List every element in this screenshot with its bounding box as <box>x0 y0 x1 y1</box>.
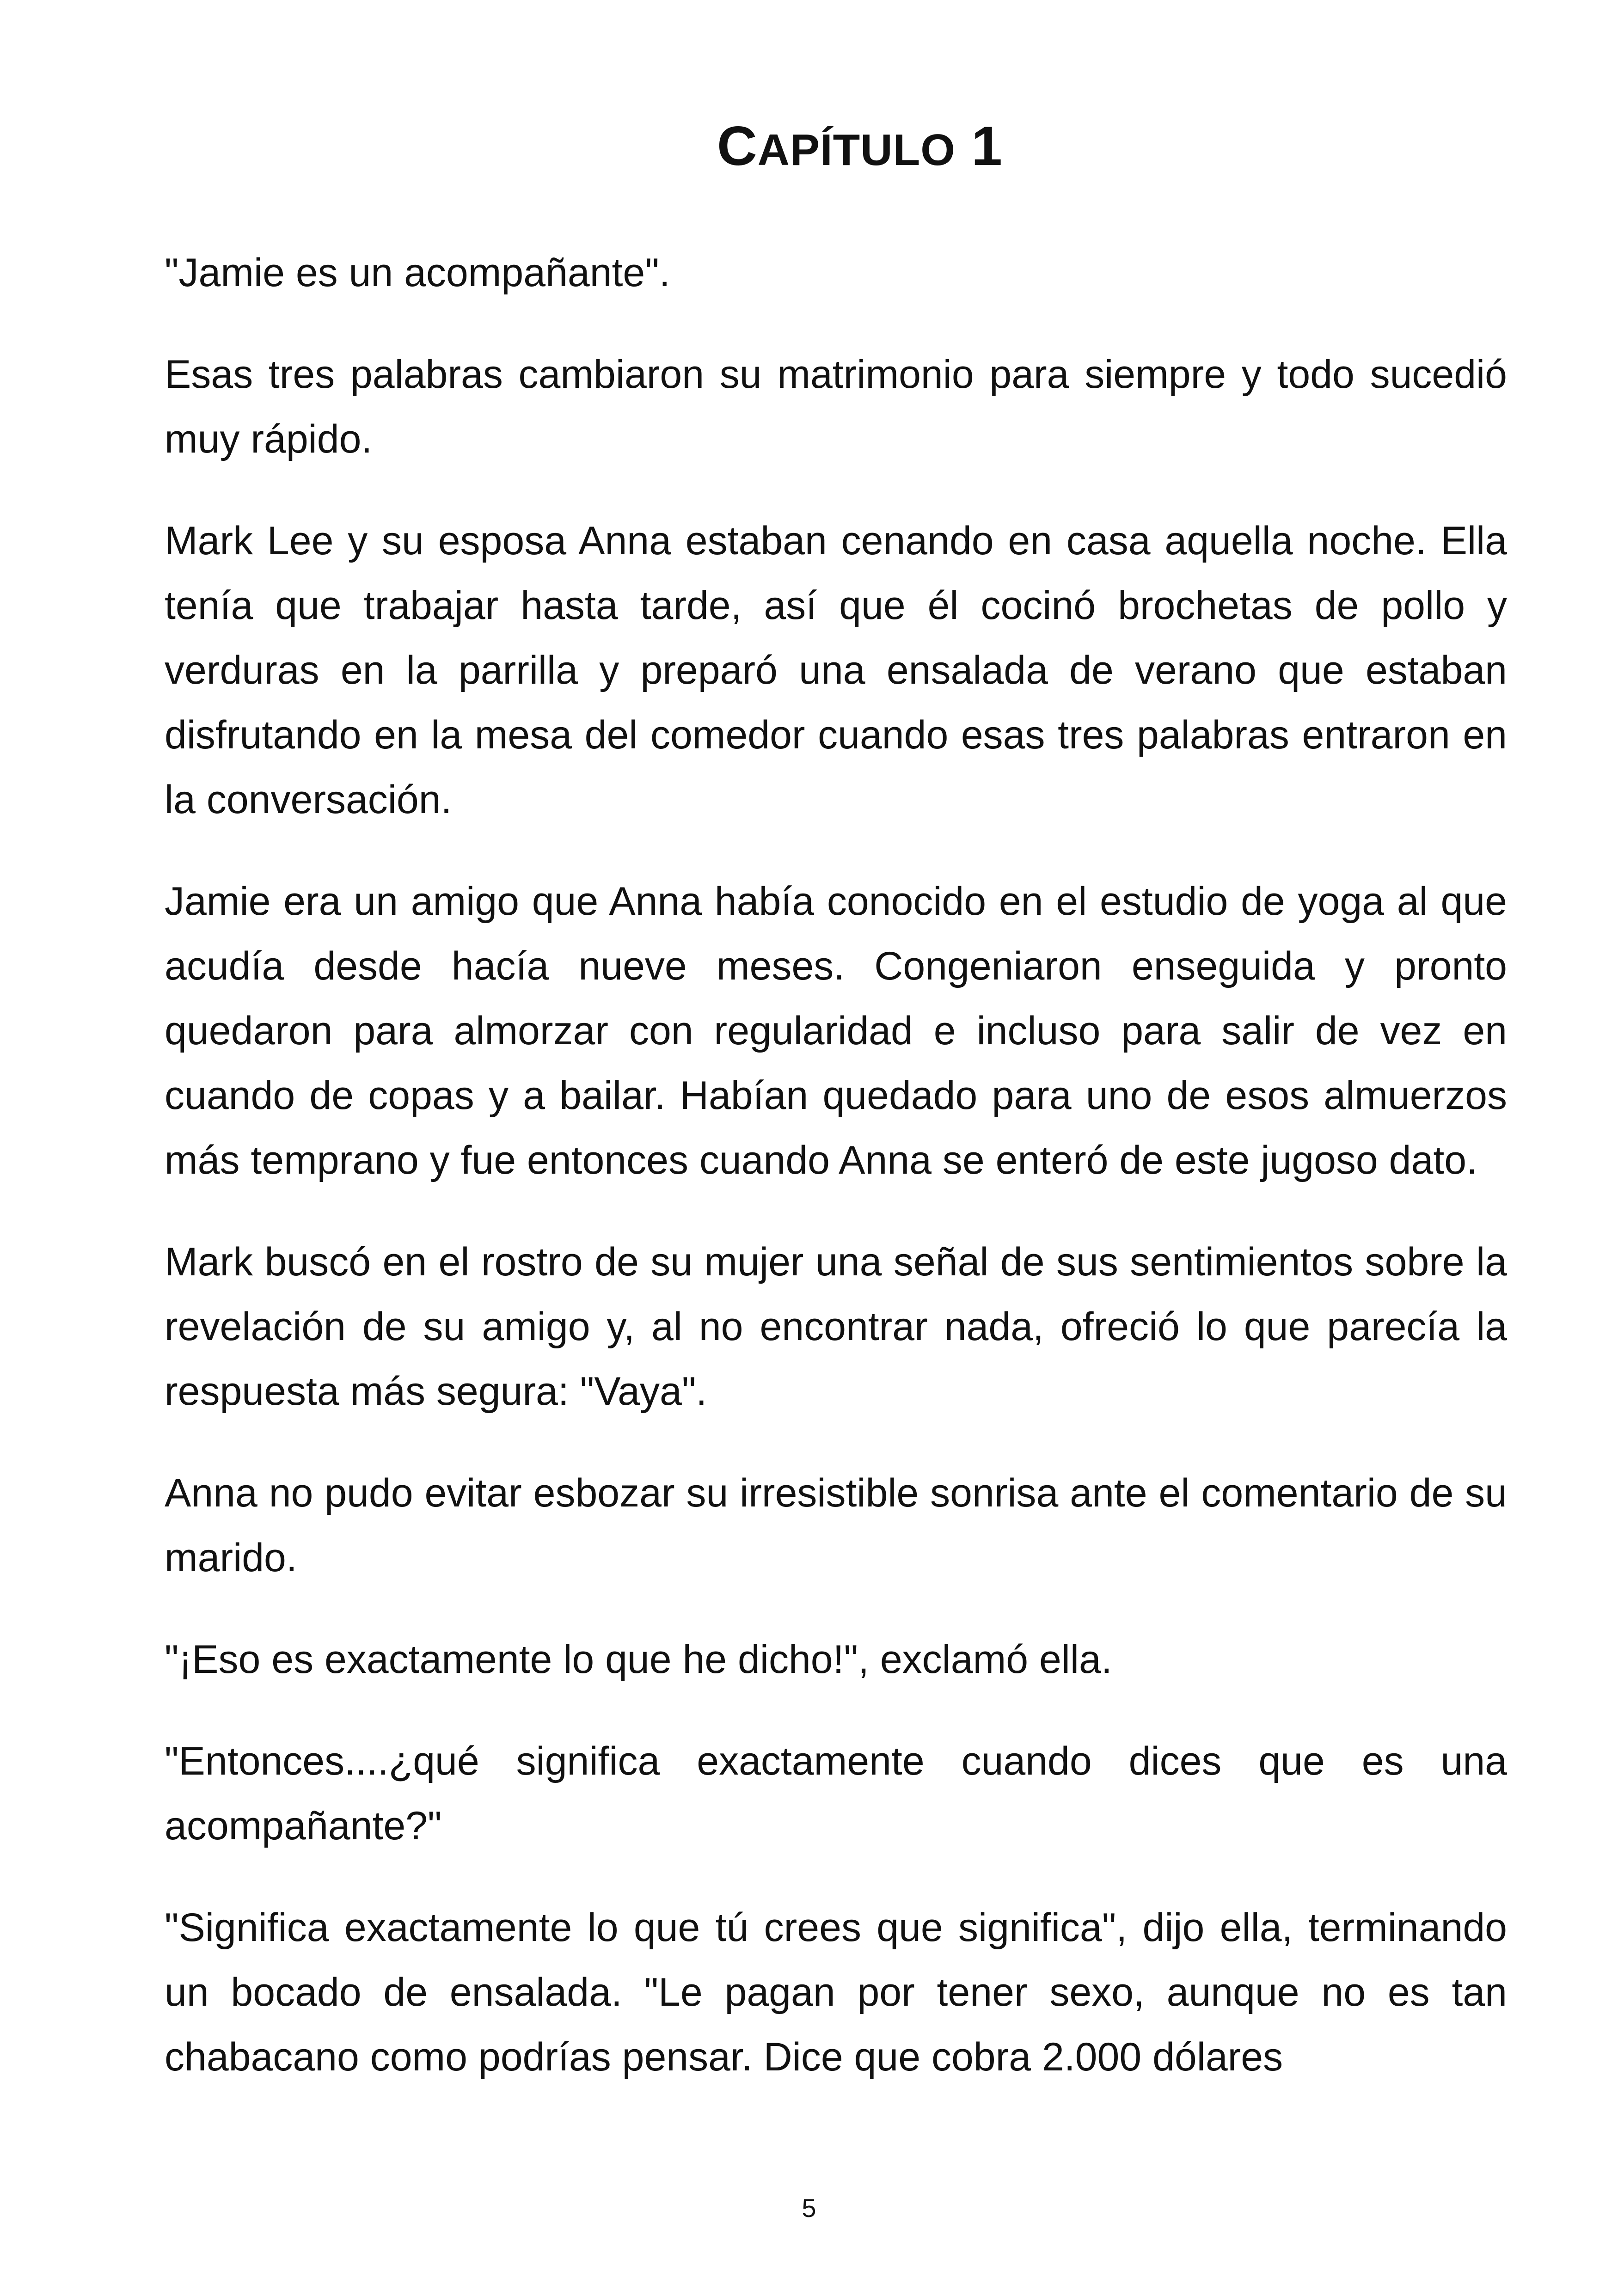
paragraph: Mark Lee y su esposa Anna estaban cenando en casa aquella noche. Ella tenía que trabajar hasta tarde, así que él cocinó brochetas de pollo y verduras en la parrilla y preparó una ensalada de verano que estaban disfrutando en la mesa del comedor cuando esas tres palabras entraron en la conversación. <box>165 519 1507 822</box>
paragraph: Anna no pudo evitar esbozar su irresistible sonrisa ante el comentario de su marido. <box>165 1471 1507 1580</box>
chapter-title-initial: C <box>717 115 758 177</box>
chapter-title-rest: APÍTULO <box>757 125 956 175</box>
page-number: 5 <box>802 2193 816 2223</box>
chapter-number: 1 <box>971 115 1003 177</box>
chapter-body <box>165 240 1507 2089</box>
chapter-title <box>0 114 1618 183</box>
paragraph: Mark buscó en el rostro de su mujer una señal de sus sentimientos sobre la revelación de su amigo y, al no encontrar nada, ofreció lo que parecía la respuesta más segura: "Vaya". <box>165 1240 1507 1414</box>
paragraph: "¡Eso es exactamente lo que he dicho!", exclamó ella. <box>165 1637 1112 1682</box>
paragraph: Jamie era un amigo que Anna había conocido en el estudio de yoga al que acudía desde hacía nueve meses. Congeniaron enseguida y pronto quedaron para almorzar con regularidad e incluso para salir de vez en cuando de copas y a bailar. Habían quedado para uno de esos almuerzos más temprano y fue entonces cuando Anna se enteró de este jugoso dato. <box>165 879 1507 1182</box>
paragraph: "Significa exactamente lo que tú crees que significa", dijo ella, terminando un bocado de ensalada. "Le pagan por tener sexo, aunque no es tan chabacano como podrías pensar. Dice que cobra 2.000 dólares <box>165 1905 1507 2079</box>
paragraph: "Entonces....¿qué significa exactamente cuando dices que es una acompañante?" <box>165 1739 1507 1848</box>
paragraph: "Jamie es un acompañante". <box>165 251 670 295</box>
paragraph: Esas tres palabras cambiaron su matrimonio para siempre y todo sucedió muy rápido. <box>165 352 1507 461</box>
